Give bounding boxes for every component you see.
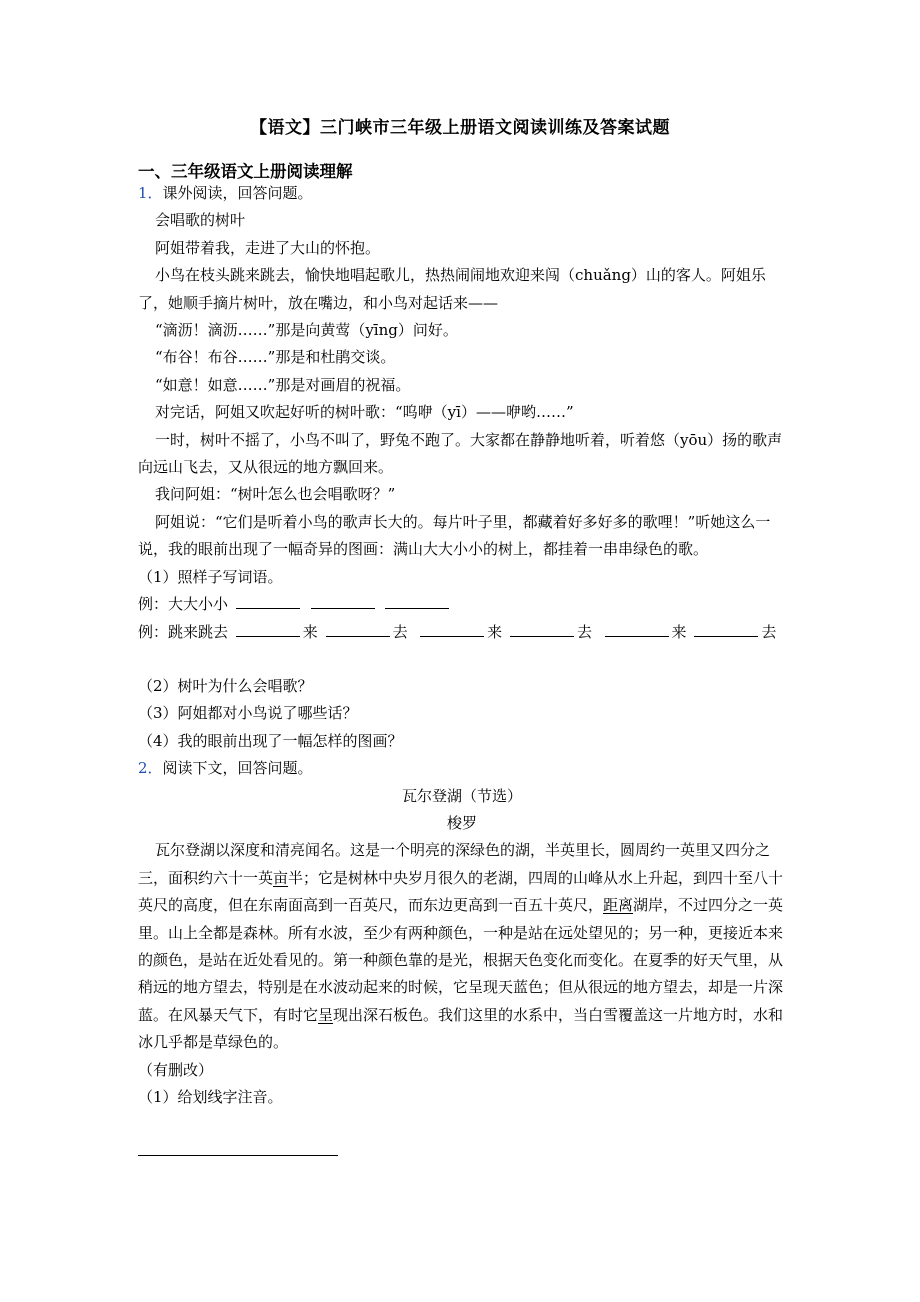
source-note: （有删改） xyxy=(138,1060,214,1079)
story-author: 梭罗 xyxy=(446,813,477,832)
answer-blank[interactable] xyxy=(311,594,375,609)
page-title: 【语文】三门峡市三年级上册语文阅读训练及答案试题 xyxy=(250,118,670,138)
sub-question-3: （3）阿姐都对小鸟说了哪些话？ xyxy=(138,704,358,723)
word-qu: 去 xyxy=(392,622,408,641)
question-number: 2． xyxy=(138,759,163,778)
example-label: 例：大大小小 xyxy=(138,595,229,614)
answer-blank[interactable] xyxy=(326,622,390,637)
story-title: 会唱歌的树叶 xyxy=(155,211,246,230)
text-span: 湖岸，不过四分之一英里。山上全都是森林。所有水波，至少有两种颜色，一种是站在远处望见的；另一种，更接近本来的颜色，是站在近处看见的。第一种颜色靠的是光，根据天色变化而变化。在夏季的好天气里，从稍远的地方望去，特别是在水波动起来的时候，它呈现天蓝色；但从很远的地方望去，却是一片深蓝。在风暴天气下，有时它 xyxy=(138,896,784,1024)
story-paragraph: “如意！如意……”那是对画眉的祝福。 xyxy=(155,375,411,394)
question-prompt: 课外阅读，回答问题。 xyxy=(162,184,313,202)
question-1-header xyxy=(138,180,786,207)
story-paragraph xyxy=(138,837,786,1056)
story-paragraph: “滴沥！滴沥……”那是向黄莺（yīng）问好。 xyxy=(155,321,458,340)
example-label: 例：跳来跳去 xyxy=(138,622,229,641)
spacer xyxy=(138,646,786,673)
answer-blank[interactable] xyxy=(236,594,300,609)
underlined-char: 呈 xyxy=(318,1005,334,1024)
sub-question-2: （2）树叶为什么会唱歌？ xyxy=(138,676,313,695)
text-span: 现出深石板色。我们这里的水系中，当白雪覆盖这一片地方时，水和冰几乎都是草绿色的。 xyxy=(138,1005,784,1052)
document-content xyxy=(138,180,786,1166)
text-span: 半；它是树林中央岁月很久的老湖，四周的山峰从水上升起，到四十至八十英尺的高度，但在东南面高到一百英尺，而东边更高到一百五十英尺， xyxy=(138,868,784,915)
story-paragraph: 小鸟在枝头跳来跳去，愉快地唱起歌儿，热热闹闹地欢迎来闯（chuǎng）山的客人。阿姐乐了，她顺手摘片树叶，放在嘴边，和小鸟对起话来—— xyxy=(138,266,766,312)
sub-question-1: （1）照样子写词语。 xyxy=(138,567,283,586)
answer-blank[interactable] xyxy=(420,622,484,637)
section-heading: 一、三年级语文上册阅读理解 xyxy=(138,162,353,181)
answer-blank[interactable] xyxy=(385,594,449,609)
answer-line-row xyxy=(138,1138,786,1165)
question-prompt: 阅读下文，回答问题。 xyxy=(162,759,313,778)
sub-question-1: （1）给划线字注音。 xyxy=(138,1088,283,1106)
example-row-1 xyxy=(138,591,786,618)
spacer xyxy=(138,1111,786,1138)
story-paragraph: “布谷！布谷……”那是和杜鹃交谈。 xyxy=(155,348,396,367)
story-paragraph: 一时，树叶不摇了，小鸟不叫了，野兔不跑了。大家都在静静地听着，听着悠（yōu）扬的歌声向远山飞去，又从很远的地方飘回来。 xyxy=(138,430,783,477)
underlined-word: 距离 xyxy=(603,896,634,915)
answer-blank[interactable] xyxy=(605,622,669,637)
underlined-char: 亩 xyxy=(273,868,289,887)
word-qu: 去 xyxy=(576,622,592,641)
story-paragraph: 我问阿姐：“树叶怎么也会唱歌呀？” xyxy=(155,485,396,504)
answer-line[interactable] xyxy=(138,1141,338,1156)
question-number: 1． xyxy=(138,184,163,202)
answer-blank[interactable] xyxy=(694,622,758,637)
sub-question-4: （4）我的眼前出现了一幅怎样的图画？ xyxy=(138,731,403,750)
story-paragraph: 对完话，阿姐又吹起好听的树叶歌：“呜咿（yī）——咿哟……” xyxy=(155,403,574,422)
word-lai: 来 xyxy=(487,622,503,641)
word-lai: 来 xyxy=(671,622,687,641)
story-paragraph: 阿姐说：“它们是听着小鸟的歌声长大的。每片叶子里，都藏着好多好多的歌哩！”听她这么一说，我的眼前出现了一幅奇异的图画：满山大大小小的树上，都挂着一串串绿色的歌。 xyxy=(138,512,771,559)
story-paragraph: 阿姐带着我，走进了大山的怀抱。 xyxy=(155,238,381,257)
word-qu: 去 xyxy=(761,622,777,641)
question-2-header xyxy=(138,755,786,782)
text-span: 瓦尔登湖以深度和清亮闻名。这是一个明亮的深绿色的湖，半英里长，圆周约一英里又四分之三，面积约六十一英 xyxy=(138,841,771,887)
story-title: 瓦尔登湖（节选） xyxy=(401,786,522,805)
word-lai: 来 xyxy=(302,622,318,641)
example-row-2 xyxy=(138,619,786,646)
answer-blank[interactable] xyxy=(236,622,300,637)
answer-blank[interactable] xyxy=(510,622,574,637)
